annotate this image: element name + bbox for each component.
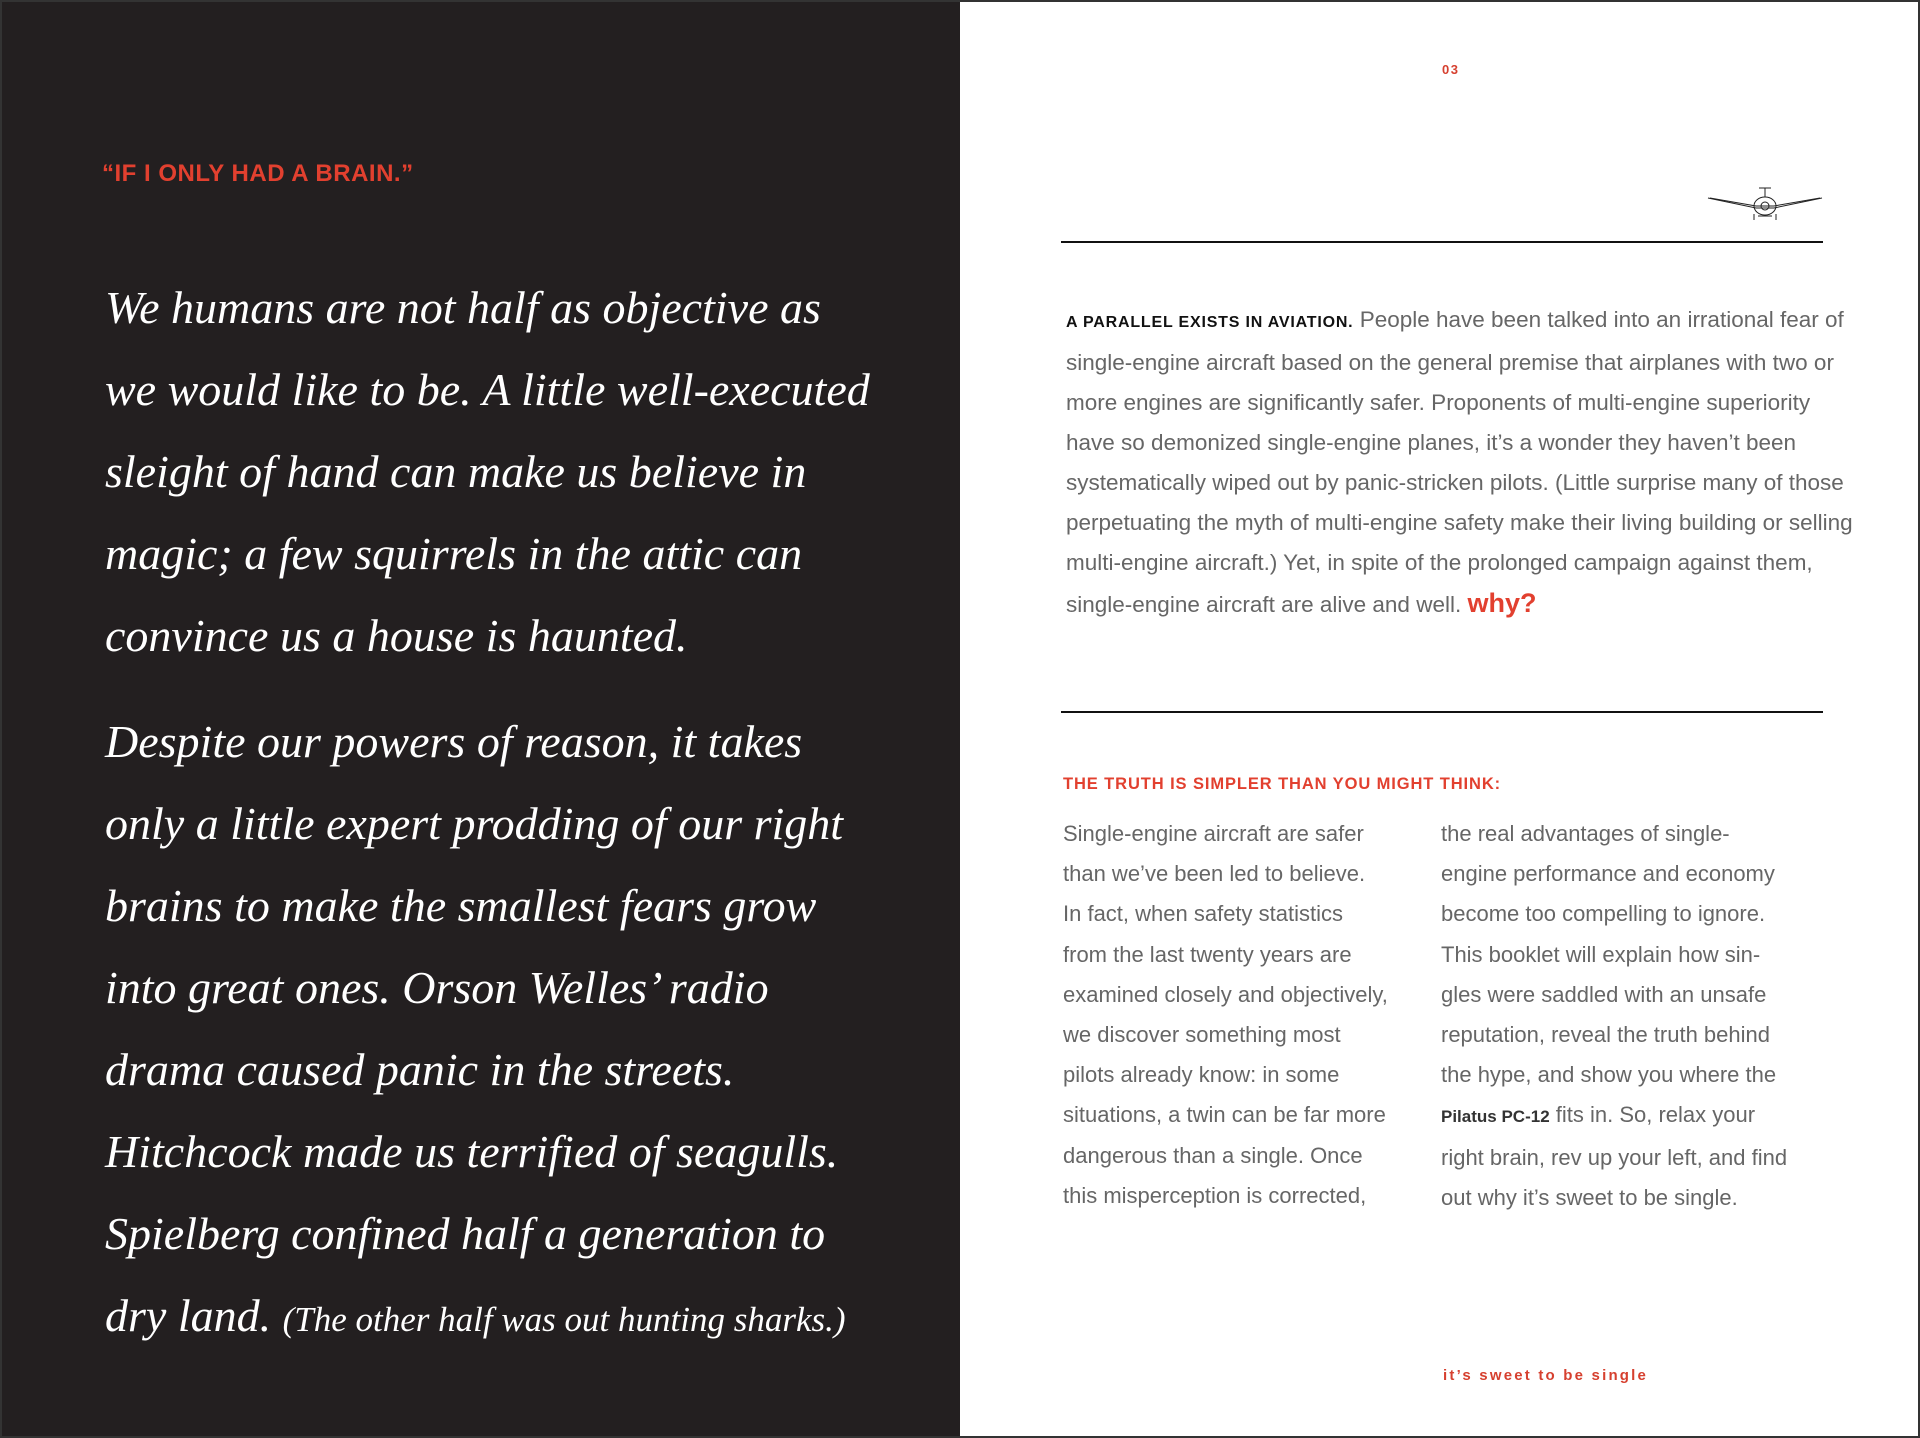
intro-body: People have been talked into an irrational fear of single-engine aircraft based on the general premise that airplanes with two or more engines are significantly safer. Proponents of multi-engine superiority have so demonized single-engine planes, it’s a wonder they haven’t been systematically wiped out by panic-stricken pilots. (Little surprise many of those perpetuating the myth of multi-engine safety make their living building or selling multi-engine aircraft.) Yet, in spite of the prolonged campaign against them, single-engine aircraft are alive and well. (1066, 307, 1853, 617)
top-divider (1061, 241, 1823, 243)
column-2-line: fits in. So, relax your (1549, 1102, 1756, 1128)
truth-heading: THE TRUTH IS SIMPLER THAN YOU MIGHT THINK: (1063, 775, 1502, 793)
column-1-line: than we’ve been led to believe. (1063, 861, 1366, 887)
right-page (960, 2, 1920, 1438)
column-2-line: engine performance and economy (1441, 861, 1775, 887)
why-callout: why? (1467, 588, 1537, 618)
column-2-line: gles were saddled with an unsafe (1441, 981, 1767, 1007)
essay-paragraph-2 (105, 701, 875, 1361)
truth-column-2 (1441, 814, 1787, 1218)
truth-column-1 (1063, 814, 1388, 1216)
column-1-line: examined closely and objectively, (1063, 981, 1388, 1007)
column-1-line: situations, a twin can be far more (1063, 1102, 1386, 1128)
essay-paragraph-1-text: We humans are not half as objective as we would like to be. A little well-executed sleight of hand can make us believe in magic; a few squirrels in the attic can convince us a house is haunted. (105, 282, 870, 661)
intro-paragraph (1066, 300, 1856, 625)
column-1-line: pilots already know: in some (1063, 1062, 1340, 1088)
footer-tagline: it’s sweet to be single (1443, 1367, 1649, 1384)
left-page (2, 2, 960, 1438)
essay-aside: (The other half was out hunting sharks.) (282, 1300, 846, 1339)
column-2-line: This booklet will explain how sin- (1441, 941, 1761, 967)
airplane-front-view-icon (1706, 180, 1824, 222)
column-1-line: Single-engine aircraft are safer (1063, 821, 1364, 846)
page-number: 03 (1442, 62, 1460, 77)
column-2-line: become too compelling to ignore. (1441, 901, 1766, 927)
essay-paragraph-2-text: Despite our powers of reason, it takes only a little expert prodding of our right brains to make the smallest fears grow into great ones. Orson Welles’ radio drama caused panic in the streets. Hitchcock made us terrified of seagulls. Spielberg confined half a generation to dry land. (105, 716, 844, 1341)
essay-paragraph-1 (105, 267, 875, 677)
essay (105, 267, 875, 1385)
column-2-line: the hype, and show you where the (1441, 1062, 1777, 1088)
column-1-line: In fact, when safety statistics (1063, 901, 1344, 927)
column-2-line: reputation, reveal the truth behind (1441, 1022, 1771, 1048)
column-1-line: we discover something most (1063, 1022, 1341, 1048)
column-2-line: out why it’s sweet to be single. (1441, 1184, 1738, 1210)
product-name: Pilatus PC-12 (1441, 1107, 1550, 1127)
column-1-line: dangerous than a single. Once (1063, 1142, 1363, 1168)
column-1-line: from the last twenty years are (1063, 941, 1352, 967)
intro-lead-in: A PARALLEL EXISTS IN AVIATION. (1066, 314, 1354, 331)
column-2-line: right brain, rev up your left, and find (1441, 1144, 1788, 1170)
column-1-line: this misperception is corrected, (1063, 1182, 1367, 1208)
column-2-line: the real advantages of single- (1441, 821, 1730, 846)
middle-divider (1061, 711, 1823, 713)
quote-heading: “IF I ONLY HAD A BRAIN.” (102, 160, 414, 187)
